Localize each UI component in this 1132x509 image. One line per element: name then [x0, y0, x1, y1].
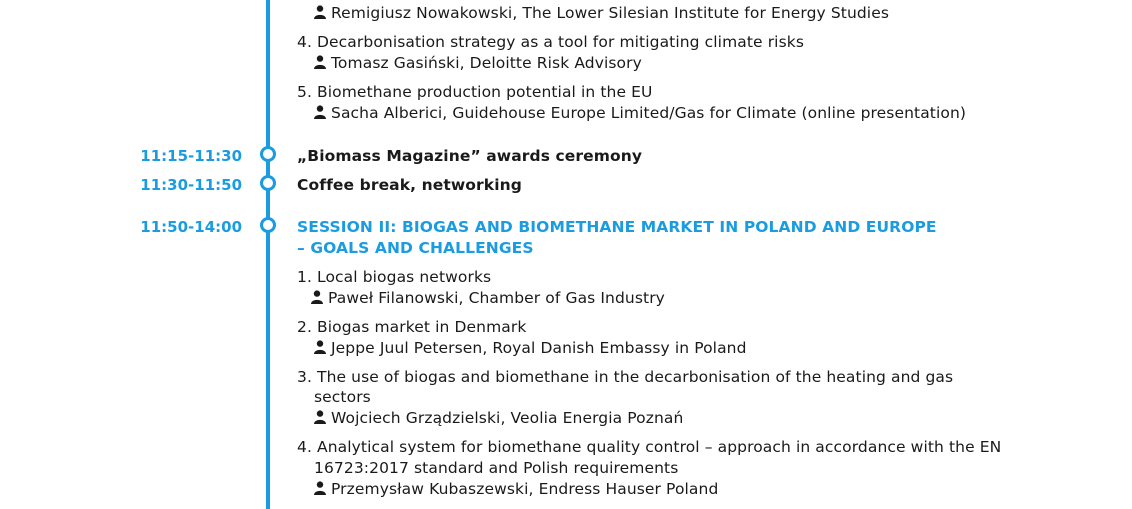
- speaker-name: Wojciech Grządzielski, Veolia Energia Poznań: [331, 409, 684, 427]
- agenda-item-title: 4. Analytical system for biomethane quality control – approach in accordance with the EN: [297, 438, 1002, 456]
- speaker-name: Remigiusz Nowakowski, The Lower Silesian Institute for Energy Studies: [331, 4, 890, 22]
- person-icon: [314, 481, 326, 495]
- speaker-name: Paweł Filanowski, Chamber of Gas Industry: [328, 289, 665, 307]
- speaker-line: [314, 54, 642, 72]
- speaker-line: [311, 289, 665, 307]
- person-icon: [314, 55, 326, 69]
- session-title-continued: – GOALS AND CHALLENGES: [297, 239, 534, 257]
- speaker-name: Tomasz Gasiński, Deloitte Risk Advisory: [331, 54, 642, 72]
- person-icon: [314, 5, 326, 19]
- speaker-line: [314, 104, 966, 122]
- agenda-item-title: 3. The use of biogas and biomethane in the decarbonisation of the heating and gas: [297, 368, 954, 386]
- agenda-item-title-continued: sectors: [314, 388, 371, 406]
- agenda-item-title: 2. Biogas market in Denmark: [297, 318, 527, 336]
- timeline-dot: [260, 146, 276, 162]
- timeline-dot: [260, 217, 276, 233]
- event-time: 11:15-11:30: [140, 147, 242, 165]
- event-title: Coffee break, networking: [297, 176, 522, 194]
- timeline-line: [266, 0, 270, 509]
- agenda-item-title: 5. Biomethane production potential in the EU: [297, 83, 653, 101]
- agenda-item-title-continued: 16723:2017 standard and Polish requirements: [314, 459, 679, 477]
- person-icon: [314, 105, 326, 119]
- timeline-dot: [260, 175, 276, 191]
- person-icon: [311, 290, 323, 304]
- event-title: „Biomass Magazine” awards ceremony: [297, 147, 643, 165]
- session-time: 11:50-14:00: [140, 218, 242, 236]
- speaker-line: [314, 4, 889, 22]
- session-title: SESSION II: BIOGAS AND BIOMETHANE MARKET IN POLAND AND EUROPE: [297, 218, 937, 236]
- person-icon: [314, 410, 326, 424]
- person-icon: [314, 340, 326, 354]
- speaker-name: Jeppe Juul Petersen, Royal Danish Embassy in Poland: [331, 339, 747, 357]
- speaker-name: Przemysław Kubaszewski, Endress Hauser Poland: [331, 480, 719, 498]
- agenda-item-title: 1. Local biogas networks: [297, 268, 492, 286]
- speaker-line: [314, 339, 747, 357]
- speaker-name: Sacha Alberici, Guidehouse Europe Limited/Gas for Climate (online presentation): [331, 104, 967, 122]
- speaker-line: [314, 480, 718, 498]
- agenda-item-title: 4. Decarbonisation strategy as a tool for mitigating climate risks: [297, 33, 805, 51]
- event-time: 11:30-11:50: [140, 176, 242, 194]
- speaker-line: [314, 409, 683, 427]
